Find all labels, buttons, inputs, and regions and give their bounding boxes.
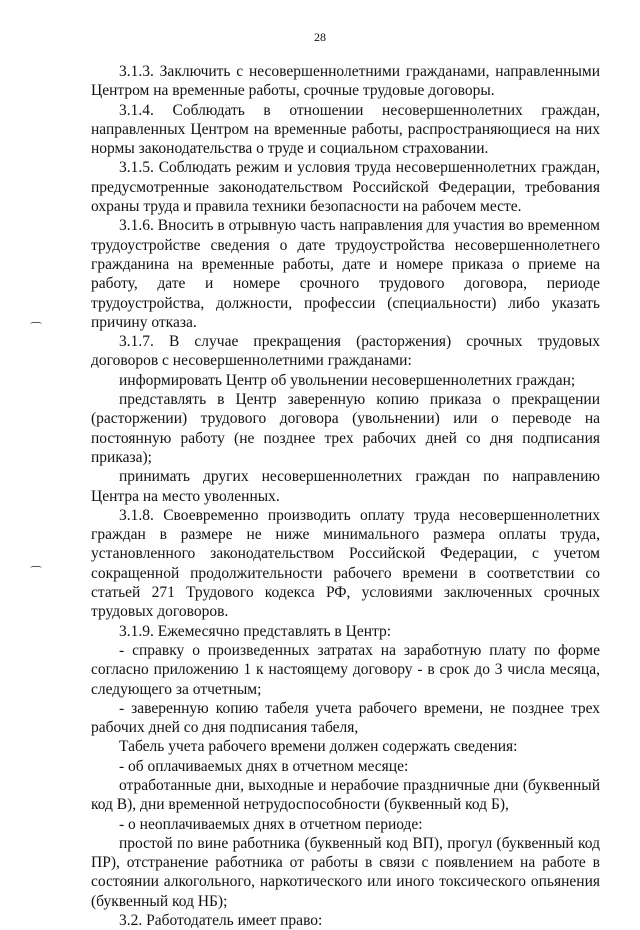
- paragraph-3-1-7: 3.1.7. В случае прекращения (расторжения) срочных трудовых договоров с несовершеннолетними гражданами:: [91, 333, 600, 370]
- paragraph-3-1-8: 3.1.8. Своевременно производить оплату труда несовершеннолетних граждан в размере не ниже минимального размера оплаты труда, установленного законодательством Российской Федерации, с учетом сокращенной продолжительности рабочего времени в соответствии со статьей 271 Трудового кодекса РФ, условиями заключенных срочных трудовых договоров.: [91, 506, 600, 621]
- paragraph-3-1-9: 3.1.9. Ежемесячно представлять в Центр:: [119, 622, 392, 640]
- paragraph-paid-days-detail: отработанные дни, выходные и нерабочие праздничные дни (буквенный код В), дни временной нетрудоспособности (буквенный код Б),: [91, 776, 600, 814]
- paragraph-unpaid-days: - о неоплачиваемых днях в отчетном периоде:: [119, 815, 423, 833]
- paragraph-3-1-7-item-accept: принимать других несовершеннолетних граждан по направлению Центра на место уволенных.: [91, 468, 600, 505]
- paragraph-3-1-3: 3.1.3. Заключить с несовершеннолетними гражданами, направленными Центром на временные работы, срочные трудовые договоры.: [91, 63, 600, 100]
- paragraph-3-1-7-item-present: представлять в Центр заверенную копию приказа о прекращении (расторжении) трудового договора (увольнении) или о переводе на постоянную работу (не позднее трех рабочих дней со дня подписания приказа);: [91, 391, 600, 466]
- paragraph-3-2: 3.2. Работодатель имеет право:: [119, 912, 323, 930]
- paragraph-paid-days: - об оплачиваемых днях в отчетном месяце:: [119, 757, 409, 775]
- page-number: 28: [314, 30, 326, 44]
- paragraph-timesheet-content: Табель учета рабочего времени должен содержать сведения:: [119, 738, 518, 756]
- margin-mark: [30, 566, 42, 569]
- document-body: [91, 62, 600, 930]
- margin-mark: [30, 322, 42, 325]
- paragraph-3-1-9-item-timesheet: - заверенную копию табеля учета рабочего времени, не позднее трех рабочих дней со дня подписания табеля,: [91, 699, 600, 737]
- paragraph-unpaid-days-detail: простой по вине работника (буквенный код ВП), прогул (буквенный код ПР), отстранение работника от работы в связи с появлением на работе в состоянии алкогольного, наркотического или иного токсического опьянения (буквенный код НБ);: [91, 834, 600, 910]
- paragraph-3-1-7-item-inform: информировать Центр об увольнении несовершеннолетних граждан;: [119, 371, 576, 389]
- paragraph-3-1-6: 3.1.6. Вносить в отрывную часть направления для участия во временном трудоустройстве сведения о дате трудоустройства несовершеннолетнего гражданина на временные работы, дате и номере приказа о приеме на работу, дате и номере срочного трудового договора, периоде трудоустройства, должности, профессии (специальности) либо указать причину отказа.: [91, 217, 600, 331]
- paragraph-3-1-5: 3.1.5. Соблюдать режим и условия труда несовершеннолетних граждан, предусмотренные законодательством Российской Федерации, требования охраны труда и правила техники безопасности на рабочем месте.: [91, 159, 600, 216]
- paragraph-3-1-9-item-certificate: - справку о произведенных затратах на заработную плату по форме согласно приложению 1 к настоящему договору - в срок до 3 числа месяца, следующего за отчетным;: [91, 641, 600, 698]
- paragraph-3-1-4: 3.1.4. Соблюдать в отношении несовершеннолетних граждан, направленных Центром на временные работы, распространяющиеся на них нормы законодательства о труде и социальном страховании.: [91, 101, 600, 158]
